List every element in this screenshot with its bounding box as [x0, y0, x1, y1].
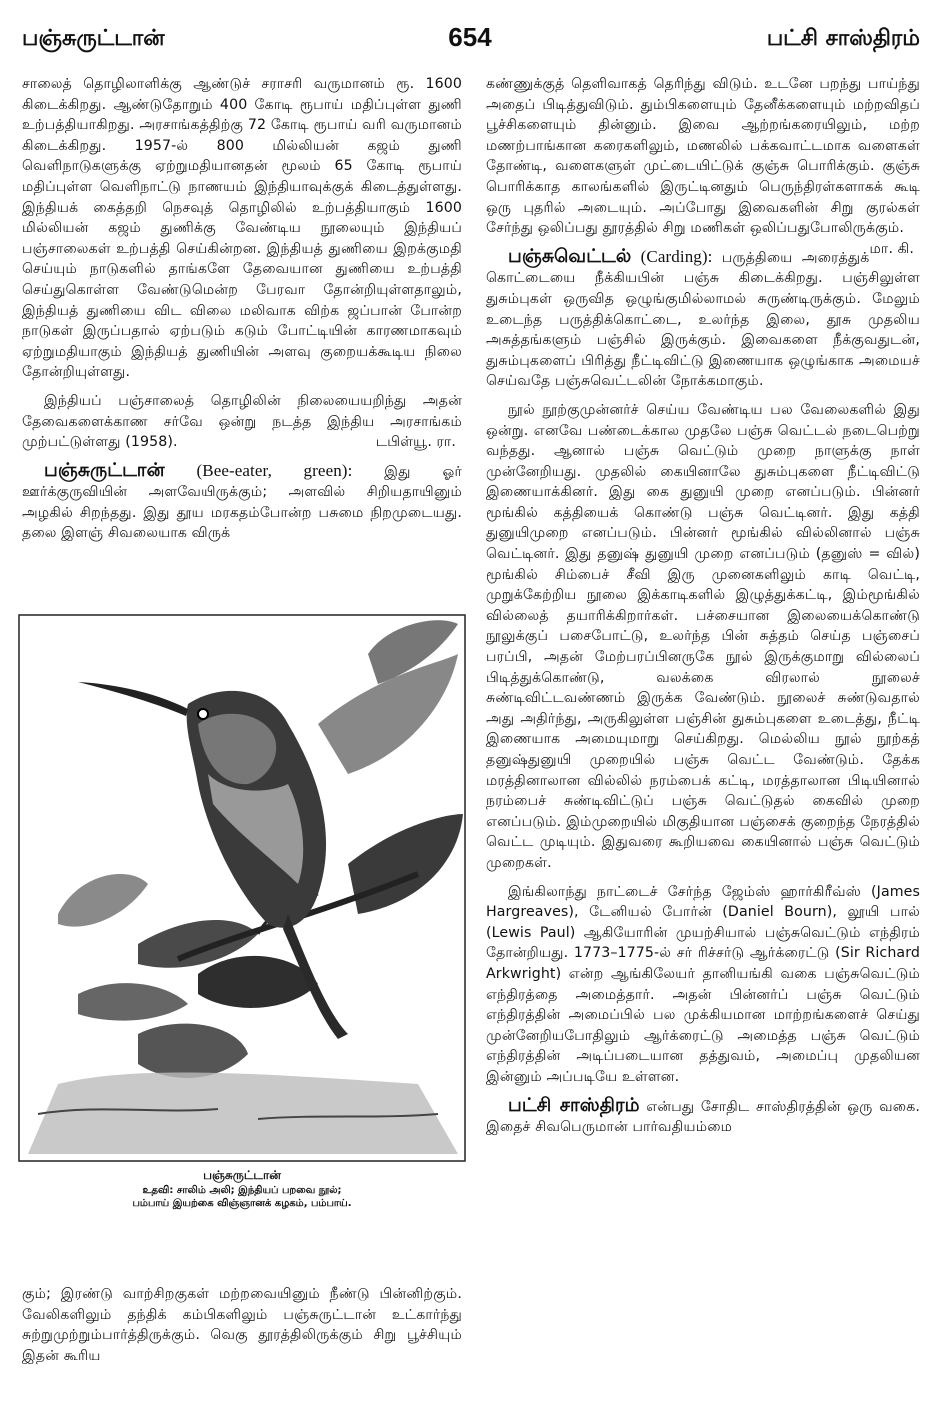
- carding-methods-paragraph: நூல் நூற்குமுன்னர்ச் செய்ய வேண்டிய பல வேலைகளில் இது ஒன்று. எனவே பண்டைக்கால முதலே பஞ்சு வெட்டல் நடைபெற்று வந்தது. ஆனால் பஞ்சு வெட்டும் முறை நாளுக்கு நாள் முன்னேறியது. முதலில் கையினாலே துசும்புகளை நீட்டிவிட்டு இணையாக்கினர். இது கை துனுயி முறை எனப்படும். பின்னர் மூங்கில் கத்தியைக் கொண்டு பஞ்சு வெட்டினர். இது கத்தி துனுயிமுறை எனப்படும். பின்னர் மூங்கில் வில்லினால் பஞ்சு வெட்டினர். இது தனுஷ் துனுயி முறை எனப்படும் (தனுஸ் = வில்) மூங்கில் சிம்பைச் சீவி இரு முனைகளிலும் காடி வெட்டி, முறுக்கேற்றிய நூலை இக்காடிகளில் இழுத்துக்கட்டி, இம்மூங்கில் வில்லைத் தயாரிக்கிறார்கள். பச்சையான இலையைக்கொண்டு நூலுக்குப் பசைபோட்டு, உலர்ந்த பின் சுத்தம் செய்த பஞ்சைப் பரப்பி, அதன் மேற்பரப்பினருகே நூல் இருக்குமாறு வில்லைப் பிடித்துக்கொண்டு, வலக்கை விரலால் நூலைச் சுண்டிவிட்டவண்ணம் இருக்க வேண்டும். நூலைச் சுண்டுவதால் அது அதிர்ந்து, அருகிலுள்ள பஞ்சின் துசும்புகளை உடைத்து, நீட்டி இணையாக அமையுமாறு செய்கிறது. மெல்லிய நூல் நூற்கத் தனுஷ்துனுயி முறையில் பஞ்சு வெட்ட வேண்டும். தேக்க மரத்தினாலான வில்லில் நரம்பைக் கட்டி, மரத்தாலான பிடியினால் நரம்பைச் சுண்டிவிட்டுப் பஞ்சு வெட்டுதல் கைவில் முறை எனப்படும். இம்முறையில் மிகுதியான பஞ்சைக் குறைந்த நேரத்தில் வெட்ட முடியும். இதுவரை கூறியவை கையினால் பஞ்சு வெட்டும் முறைகள்.: [486, 401, 920, 871]
- entry-headword: பட்சி சாஸ்திரம்: [508, 1094, 640, 1116]
- running-head-right: பட்சி சாஸ்திரம்: [766, 26, 920, 51]
- cotton-survey-paragraph: [22, 391, 462, 453]
- right-column: [486, 74, 920, 1146]
- bee-eater-figure: [18, 614, 466, 1209]
- entry-headword: பஞ்சுருட்டான்: [44, 459, 165, 481]
- survey-text: இந்தியப் பஞ்சாலைத் தொழிலின் நிலையையறிந்து அதன் தேவைகளைக்காண சர்வே ஒன்று நடத்த இந்திய அரசாங்கம் முற்பட்டுள்ளது (1958).: [22, 392, 462, 451]
- carding-entry: [486, 247, 920, 392]
- habits-text: கண்ணுக்குத் தெளிவாகத் தெரிந்து விடும். உடனே பறந்து பாய்ந்து அதைப் பிடித்துவிடும். தும்பிகளையும் தேனீக்களையும் மற்றவிதப் பூச்சிகளையும் தின்னும். இவை ஆற்றங்கரையிலும், மற்ற மணற்பாங்கான கரைகளிலும், மணலில் பக்கவாட்டமாக வளைகள் தோண்டி, வளைகளுள் முட்டையிட்டுக் குஞ்சு பொரிக்கும். குஞ்சு பொரிக்காத காலங்களில் இருட்டினதும் பெருந்திரள்களாகக் கூடி ஒரு புதரில் அடையும். அப்போது இவைகளின் சிறு குரல்கள் சேர்ந்து ஒலிப்பது தூரத்தில் சிறு மணிகள் ஒலிப்பதுபோலிருக்கும்.: [486, 76, 920, 237]
- carding-machine-paragraph: இங்கிலாந்து நாட்டைச் சேர்ந்த ஜேம்ஸ் ஹார்கிரீவ்ஸ் (James Hargreaves), டேனியல் போர்ன் (Daniel Bourn), லூயி பால் (Lewis Paul) ஆகியோரின் முயற்சியால் பஞ்சுவெட்டும் எந்திரம் தோன்றியது. 1773–1775-ல் சர் ரிச்சர்டு ஆர்க்ரைட்டு (Sir Richard Arkwright) என்ற ஆங்கிலேயர் தானியங்கி வகை பஞ்சுவெட்டும் எந்திரத்தை அமைத்தார். அதன் பின்னர்ப் பஞ்சு வெட்டும் எந்திரத்தின் அமைப்பில் பல முக்கியமான மாற்றங்களைச் செய்து முன்னேறியபோதிலும் ஆர்க்ரைட்டு அமைத்த பஞ்சு வெட்டும் எந்திரத்தின் அடிப்படையான தத்துவம், அமைப்பு முதலியன இன்னும் அப்படியே உள்ளன.: [486, 883, 920, 1085]
- bee-eater-entry: [22, 461, 462, 544]
- left-column: [22, 74, 462, 552]
- entry-english-name: (Bee-eater, green):: [196, 460, 353, 480]
- left-column-continuation: [22, 1284, 462, 1374]
- cotton-industry-paragraph: சாலைத் தொழிலாளிக்கு ஆண்டுச் சராசரி வருமானம் ரூ. 1600 கிடைக்கிறது. ஆண்டுதோறும் 400 கோடி ரூபாய் மதிப்புள்ள துணி உற்பத்தியாகிறது. அரசாங்கத்திற்கு 72 கோடி ரூபாய் வரி வருமானம் கிடைக்கிறது. 1957-ல் 800 மில்லியன் கஜம் துணி வெளிநாடுகளுக்கு ஏற்றுமதியானதன் மூலம் 65 கோடி ரூபாய் மதிப்புள்ள வெளிநாட்டு நாணயம் இந்தியாவுக்குக் கிடைத்துள்ளது. இந்தியக் கைத்தறி நெசவுத் தொழிலில் உற்பத்தியாகும் 1600 மில்லியன் கஜம் துணிக்கு வேண்டிய நூலையும் இந்தியப் பஞ்சாலைகள் உற்பத்தி செய்கின்றன. இந்தியத் துணியை இறக்குமதி செய்யும் நாடுகளில் தாங்களே தேவையான துணியை உற்பத்தி செய்துகொள்ள வேண்டுமென்ற பேரவா தோன்றியுள்ளதாலும், இந்தியத் துணியை விட விலை மலிவாக விற்க ஜப்பான் போன்ற நாடுகள் இருப்பதால் ஏற்படும் கடும் போட்டியின் காரணமாகவும் ஏற்றுமதியாகும் இந்தியத் துணியின் அளவு குறையக்கூடிய நிலை தோன்றியுள்ளது.: [22, 76, 462, 381]
- bee-eater-illustration: [18, 614, 466, 1162]
- figure-caption-credit-1: உதவி: சாலிம் அலி; இந்தியப் பறவை நூல்;: [142, 1185, 342, 1196]
- figure-caption-credit-2: பம்பாய் இயற்கை விஞ்ஞானக் கழகம், பம்பாய்.: [132, 1198, 352, 1209]
- entry-text: என்பது சோதிட சாஸ்திரத்தின் ஒரு வகை. இதைச் சிவபெருமான் பார்வதியம்மை: [486, 1098, 920, 1136]
- entry-headword: பஞ்சுவெட்டல்: [508, 245, 632, 267]
- figure-caption-title: பஞ்சுருட்டான்: [203, 1168, 281, 1182]
- bee-eater-continuation: கும்; இரண்டு வாற்சிறகுகள் மற்றவையினும் நீண்டு பின்னிற்கும். வேலிகளிலும் தந்திக் கம்பிகளிலும் பஞ்சுருட்டான் உட்கார்ந்து சுற்றுமுற்றும்பார்த்திருக்கும். வெகு தூரத்திலிருக்கும் சிறு பூச்சியும் இதன் கூரிய: [22, 1286, 462, 1364]
- page-number: 654: [448, 22, 492, 52]
- author-signature: டபிள்யூ. ரா.: [375, 434, 456, 451]
- running-head-left: பஞ்சுருட்டான்: [22, 26, 165, 51]
- entry-english-name: (Carding):: [640, 246, 713, 266]
- bird-astrology-entry: [486, 1096, 920, 1138]
- entry-text: இது ஓர் ஊர்க்குருவியின் அளவேயிருக்கும்; அளவில் சிறியதாயினும் அழகில் சிறந்தது. இது தூய மரகதம்போன்ற பசுமை நிறமுடையது. தலை இளஞ் சிவலையாக விருக்: [22, 463, 462, 542]
- entry-text: பருத்தியை அரைத்துக் கொட்டையை நீக்கியபின் பஞ்சு கிடைக்கிறது. பஞ்சிலுள்ள துசும்புகள் ஒருவித ஒழுங்குமில்லாமல் சுருண்டிருக்கும். மேலும் உடைந்த பருத்திக்கொட்டை, உலர்ந்த இலை, தூசு முதலிய அசுத்தங்களும் பஞ்சில் இருக்கும். இவைகளை நீக்குவதுடன், துசும்புகளைப் பிரித்து நீட்டிவிட்டு இணையாக ஒழுங்காக அமையச் செய்வதே பஞ்சுவெட்டலின் நோக்கமாகும்.: [486, 249, 920, 390]
- author-signature: மா. கி.: [869, 240, 914, 257]
